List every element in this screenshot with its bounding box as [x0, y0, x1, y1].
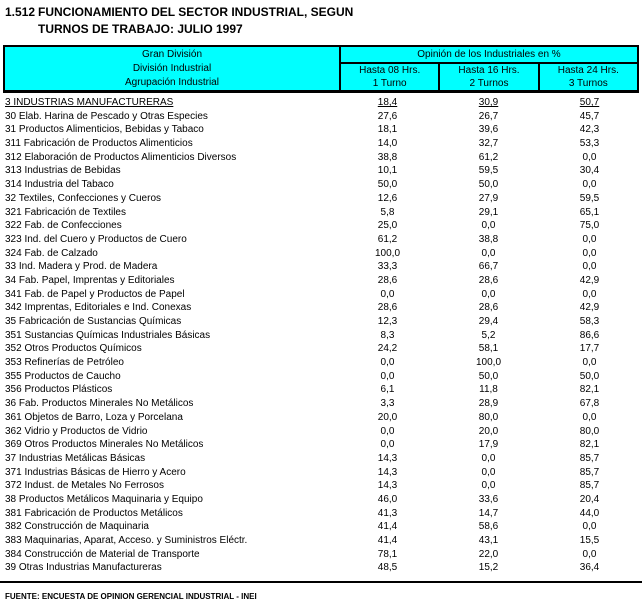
table-row	[3, 479, 639, 493]
row-value-col-3: 50,0	[579, 370, 600, 382]
title-line-1	[5, 4, 353, 21]
row-value-col-2: 30,9	[478, 97, 499, 108]
row-value-col-3: 0,0	[582, 411, 597, 423]
row-value-col-1: 41,3	[377, 507, 398, 519]
table-row	[3, 137, 639, 151]
row-label: 342 Imprentas, Editoriales e Ind. Conexas	[5, 302, 192, 314]
table-row	[3, 466, 639, 480]
row-label: 382 Construcción de Maquinaria	[5, 521, 149, 533]
row-value-col-2: 38,8	[478, 233, 499, 245]
table-row	[3, 383, 639, 397]
row-value-col-2: 50,0	[478, 370, 499, 382]
row-value-col-3: 0,0	[582, 179, 597, 191]
row-value-col-2: 0,0	[481, 288, 496, 300]
row-value-col-3: 85,7	[579, 452, 600, 464]
table-row	[3, 274, 639, 288]
column-header-3: Hasta 24 Hrs. 3 Turnos	[538, 64, 637, 90]
row-value-col-2: 66,7	[478, 261, 499, 273]
row-label: 372 Indust. de Metales No Ferrosos	[5, 480, 164, 492]
row-value-col-3: 30,4	[579, 165, 600, 177]
table-row	[3, 411, 639, 425]
row-label: 362 Vidrio y Productos de Vidrio	[5, 425, 148, 437]
table-row	[3, 438, 639, 452]
row-value-col-1: 0,0	[380, 370, 395, 382]
row-value-col-3: 0,0	[582, 521, 597, 533]
table-number: 1.512	[5, 5, 36, 19]
row-value-col-2: 20,0	[478, 425, 499, 437]
row-value-col-3: 42,9	[579, 274, 600, 286]
row-value-col-3: 75,0	[579, 220, 600, 232]
row-value-col-3: 50,7	[579, 97, 600, 108]
row-value-col-3: 20,4	[579, 493, 600, 505]
row-value-col-1: 8,3	[380, 329, 395, 341]
table-row	[3, 507, 639, 521]
row-value-col-2: 5,2	[481, 329, 496, 341]
row-value-col-3: 45,7	[579, 110, 600, 122]
row-label: 33 Ind. Madera y Prod. de Madera	[5, 261, 158, 273]
table-row	[3, 370, 639, 384]
row-value-col-1: 12,3	[377, 316, 398, 327]
row-value-col-1: 20,0	[377, 411, 398, 423]
row-label: 31 Productos Alimenticios, Bebidas y Tabaco	[5, 124, 204, 136]
row-label: 311 Fabricación de Productos Alimenticios	[5, 138, 193, 150]
row-value-col-3: 85,7	[579, 480, 600, 492]
row-label: 353 Refinerías de Petróleo	[5, 357, 124, 369]
table-row	[3, 301, 639, 315]
row-value-col-1: 27,6	[377, 110, 398, 122]
row-value-col-3: 0,0	[582, 247, 597, 259]
title-block	[5, 4, 353, 38]
row-label: 321 Fabricación de Textiles	[5, 206, 126, 218]
table-row	[3, 342, 639, 356]
row-value-col-2: 33,6	[478, 493, 499, 505]
row-value-col-3: 80,0	[579, 425, 600, 437]
row-value-col-1: 41,4	[377, 535, 398, 546]
row-label: 35 Fabricación de Sustancias Químicas	[5, 316, 182, 327]
row-value-col-1: 0,0	[380, 288, 395, 300]
row-value-col-1: 46,0	[377, 493, 398, 505]
table-row	[3, 192, 639, 206]
table-row	[3, 493, 639, 507]
table-row	[3, 233, 639, 247]
table-row	[3, 123, 639, 137]
table-row	[3, 247, 639, 261]
page-title: FUNCIONAMIENTO DEL SECTOR INDUSTRIAL, SEGUN	[38, 5, 354, 19]
row-value-col-2: 0,0	[481, 220, 496, 232]
row-label: 313 Industrias de Bebidas	[5, 165, 121, 177]
row-value-col-1: 18,1	[377, 124, 398, 136]
row-value-col-2: 39,6	[478, 124, 499, 136]
row-label: 352 Otros Productos Químicos	[5, 343, 142, 355]
table-row	[3, 329, 639, 343]
row-value-col-3: 59,5	[579, 192, 600, 204]
row-value-col-2: 80,0	[478, 411, 499, 423]
table-row	[3, 260, 639, 274]
row-value-col-1: 28,6	[377, 274, 398, 286]
row-value-col-3: 85,7	[579, 466, 600, 478]
row-value-col-1: 48,5	[377, 562, 398, 574]
row-value-col-2: 29,4	[478, 316, 499, 327]
table-row	[3, 397, 639, 411]
row-label: 322 Fab. de Confecciones	[5, 220, 122, 232]
row-value-col-1: 14,3	[377, 466, 398, 478]
row-value-col-2: 58,6	[478, 521, 499, 533]
row-label: 351 Sustancias Químicas Industriales Básicas	[5, 329, 211, 341]
table-row	[3, 96, 639, 110]
row-value-col-1: 38,8	[377, 151, 398, 163]
row-value-col-3: 42,9	[579, 302, 600, 314]
statistical-table	[3, 45, 639, 575]
source-note: FUENTE: ENCUESTA DE OPINION GERENCIAL INDUSTRIAL - INEI	[5, 592, 257, 601]
table-row	[3, 534, 639, 548]
row-value-col-1: 50,0	[377, 179, 398, 191]
column-header-1: Hasta 08 Hrs. 1 Turno	[359, 65, 421, 89]
row-label: 355 Productos de Caucho	[5, 370, 121, 382]
row-label: 381 Fabricación de Productos Metálicos	[5, 507, 183, 519]
table-row	[3, 164, 639, 178]
row-label: 30 Elab. Harina de Pescado y Otras Especies	[5, 110, 208, 122]
row-label: 371 Industrias Básicas de Hierro y Acero	[5, 466, 186, 478]
row-value-col-3: 17,7	[579, 343, 600, 355]
table-header	[3, 45, 639, 93]
row-value-col-3: 82,1	[579, 439, 600, 451]
table-row	[3, 548, 639, 562]
row-value-col-2: 0,0	[481, 480, 496, 492]
row-value-col-3: 53,3	[579, 138, 600, 150]
row-value-col-1: 0,0	[380, 439, 395, 451]
row-value-col-1: 3,3	[380, 398, 395, 410]
row-value-col-2: 27,9	[478, 192, 499, 204]
row-value-col-2: 11,8	[479, 384, 498, 396]
header-opinion-title: Opinión de los Industriales en %	[341, 47, 637, 64]
row-value-col-1: 18,4	[377, 97, 398, 108]
row-value-col-1: 5,8	[380, 206, 395, 218]
column-header-2: Hasta 16 Hrs. 2 Turnos	[438, 64, 537, 90]
row-value-col-3: 0,0	[582, 548, 597, 560]
row-value-col-3: 15,5	[579, 535, 600, 546]
page-subtitle: TURNOS DE TRABAJO: JULIO 1997	[38, 22, 243, 36]
row-value-col-3: 0,0	[582, 288, 597, 300]
table-row	[3, 425, 639, 439]
table-row	[3, 110, 639, 124]
row-value-col-2: 28,9	[478, 398, 499, 410]
table-row	[3, 288, 639, 302]
row-value-col-1: 6,1	[380, 384, 395, 396]
row-label: 37 Industrias Metálicas Básicas	[5, 452, 146, 464]
row-value-col-2: 59,5	[478, 165, 499, 177]
row-label: 36 Fab. Productos Minerales No Metálicos	[5, 398, 194, 410]
row-value-col-3: 0,0	[582, 261, 597, 273]
row-label: 38 Productos Metálicos Maquinaria y Equipo	[5, 493, 203, 505]
row-label: 32 Textiles, Confecciones y Cueros	[5, 192, 162, 204]
row-value-col-1: 78,1	[377, 548, 398, 560]
row-value-col-2: 50,0	[478, 179, 499, 191]
row-value-col-1: 25,0	[377, 220, 398, 232]
row-value-col-3: 42,3	[579, 124, 600, 136]
table-row	[3, 520, 639, 534]
row-value-col-2: 17,9	[478, 439, 499, 451]
row-value-col-1: 14,0	[377, 138, 398, 150]
row-value-col-3: 36,4	[579, 562, 600, 574]
row-label: 312 Elaboración de Productos Alimenticios Diversos	[5, 151, 237, 163]
header-opinion-section	[339, 47, 637, 90]
row-value-col-1: 61,2	[377, 233, 398, 245]
row-value-col-2: 22,0	[478, 548, 499, 560]
header-stub-line-2: División Industrial	[132, 63, 212, 74]
row-value-col-1: 0,0	[380, 425, 395, 437]
row-value-col-1: 12,6	[377, 192, 398, 204]
table-row	[3, 178, 639, 192]
row-value-col-2: 0,0	[481, 247, 496, 259]
row-value-col-3: 0,0	[582, 151, 597, 163]
row-label: 3 INDUSTRIAS MANUFACTURERAS	[5, 97, 174, 108]
row-label: 369 Otros Productos Minerales No Metálicos	[5, 439, 204, 451]
row-value-col-2: 26,7	[478, 110, 499, 122]
row-value-col-2: 58,1	[478, 343, 499, 355]
row-value-col-1: 14,3	[377, 480, 398, 492]
row-value-col-2: 100,0	[475, 357, 502, 369]
row-label: 384 Construcción de Material de Transporte	[5, 548, 200, 560]
table-row	[3, 561, 639, 575]
row-value-col-2: 29,1	[478, 206, 499, 218]
row-label: 39 Otras Industrias Manufactureras	[5, 562, 162, 574]
row-value-col-1: 100,0	[374, 247, 401, 259]
row-label: 341 Fab. de Papel y Productos de Papel	[5, 288, 185, 300]
row-label: 324 Fab. de Calzado	[5, 247, 98, 259]
row-label: 34 Fab. Papel, Imprentas y Editoriales	[5, 274, 175, 286]
table-row	[3, 452, 639, 466]
header-stub-line-3: Agrupación Industrial	[125, 77, 219, 88]
row-label: 361 Objetos de Barro, Loza y Porcelana	[5, 411, 183, 423]
row-value-col-2: 32,7	[478, 138, 499, 150]
row-value-col-1: 0,0	[380, 357, 395, 369]
table-row	[3, 315, 639, 329]
row-value-col-1: 28,6	[377, 302, 398, 314]
bottom-rule	[0, 581, 642, 583]
row-value-col-3: 44,0	[579, 507, 600, 519]
table-row	[3, 356, 639, 370]
row-value-col-3: 65,1	[579, 206, 600, 218]
table-row	[3, 206, 639, 220]
header-stub-line-1: Gran División	[141, 49, 203, 60]
row-label: 314 Industria del Tabaco	[5, 179, 114, 191]
row-value-col-2: 0,0	[481, 466, 496, 478]
row-label: 356 Productos Plásticos	[5, 384, 113, 396]
row-value-col-3: 67,8	[579, 398, 600, 410]
row-value-col-3: 58,3	[579, 316, 600, 327]
table-row	[3, 151, 639, 165]
row-value-col-3: 86,6	[579, 329, 600, 341]
row-value-col-2: 15,2	[478, 562, 499, 574]
row-value-col-3: 82,1	[579, 384, 600, 396]
row-value-col-3: 0,0	[582, 357, 597, 369]
row-value-col-2: 43,1	[478, 535, 499, 546]
row-value-col-3: 0,0	[582, 233, 597, 245]
header-stub-cell	[5, 47, 339, 90]
row-value-col-1: 14,3	[377, 452, 398, 464]
table-body	[3, 96, 639, 575]
row-value-col-2: 0,0	[481, 452, 496, 464]
row-value-col-2: 61,2	[478, 151, 499, 163]
row-value-col-1: 10,1	[377, 165, 398, 177]
row-value-col-1: 41,4	[377, 521, 398, 533]
column-headers	[341, 64, 637, 90]
row-label: 323 Ind. del Cuero y Productos de Cuero	[5, 233, 187, 245]
row-value-col-1: 33,3	[377, 261, 398, 273]
table-row	[3, 219, 639, 233]
row-value-col-2: 28,6	[478, 302, 499, 314]
row-value-col-1: 24,2	[377, 343, 398, 355]
row-value-col-2: 14,7	[478, 507, 499, 519]
row-value-col-2: 28,6	[478, 274, 499, 286]
row-label: 383 Maquinarias, Aparat, Acceso. y Suministros Eléctr.	[5, 535, 248, 546]
